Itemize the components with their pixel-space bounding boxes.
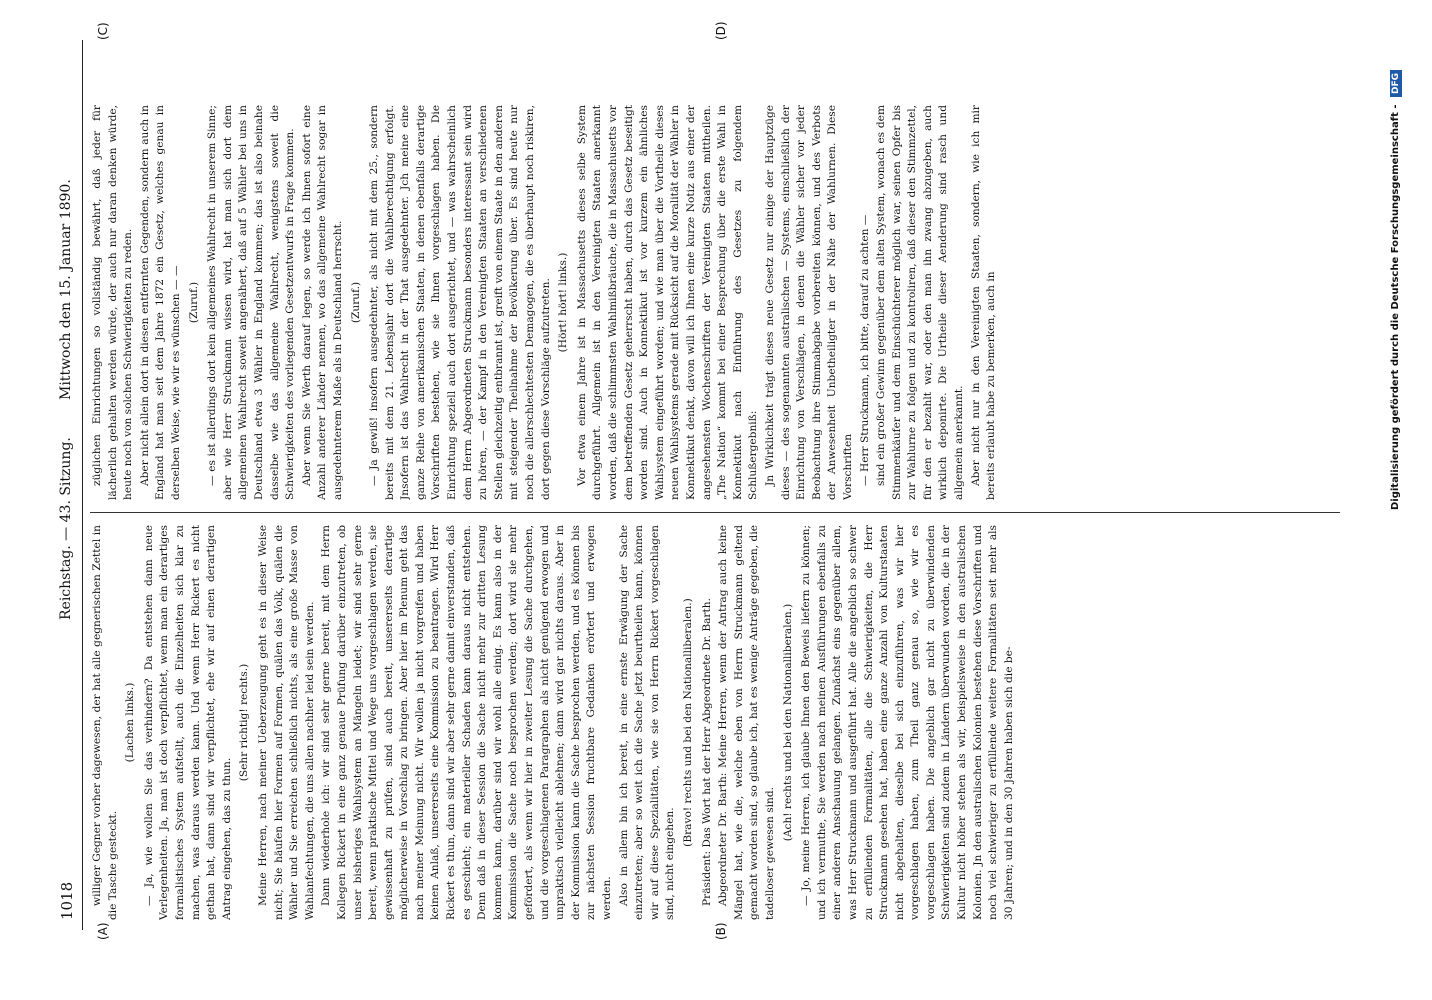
- paragraph: — Jo, meine Herren, ich glaube Ihnen den Beweis liefern zu können; und ich vermuthe, Sie werden nach meinen Ausführungen ebenfalls zu einer anderen Anschauung gelangen. Zunächst eins gegenüber allem, was Herr Struckmann und ausgeführt hat. Alle die angeblich so schwer zu erfüllenden Formalitäten, alle die Schwierigkeiten, die Herr Struckmann gesehen hat, haben eine ganze Anzahl von Kulturstaaten nicht abgehalten, dieselbe bei sich einzuführen, was wir hier vorgeschlagen haben, zum Theil ganz genau so, wie wir es vorgeschlagen haben. Die angeblich gar nicht zu überwindenden Schwierigkeiten sind zudem in Ländern überwunden worden, die in der Kultur nicht höher stehen als wir, beispielsweise in den australischen Kolonien. Jn den australischen Kolonien bestehen diese Vorschriften und noch viel schwieriger zu erfüllende weitere Formalitäten seit mehr als 30 Jahren; und in den 30 Jahren haben sich die be-: [800, 525, 1015, 920]
- interjection: (Zuruf.): [187, 281, 200, 324]
- interjection: (Lachen links.): [124, 682, 137, 763]
- interjection: (Bravo! rechts und bei den Nationalliberalen.): [681, 598, 694, 847]
- interjection: (Hört! hört! links.): [557, 252, 570, 353]
- paragraph: Aber wenn Sie Werth darauf legen, so werde ich Ihnen sofort eine Anzahl anderer Länder nennen, wo das allgemeine Wahlrecht sogar in ausgedehnterem Maße als in Deutschland herrscht.: [300, 105, 344, 500]
- paragraph: Aber nicht allein dort in diesen entfernten Gegenden, sondern auch in England hat man seit dem Jahre 1872 ein Gesetz, welches genau in derselben Weise, wie wir es wünschen — —: [138, 105, 182, 500]
- paragraph: — Ja gewiß! insofern ausgedehnter, als nicht mit dem 25., sondern bereits mit dem 21. Lebensjahr dort die Wahlberechtigung erfolgt. Jnsofern ist das Wahlrecht in der That ausgedehnter. Jch meine eine ganze Reihe von amerikanischen Staaten, in denen ebenfalls derartige Vorschriften bestehen, wie sie Ihnen vorgeschlagen haben. Die Einrichtung speziell auch dort ausgerichtet, und — was wahrscheinlich dem Herrn Abgeordneten Struckmann besonders interessant sein wird zu hören, — der Kampf in den Vereinigten Staaten an verschiedenen Stellen gleichzeitig entbrannt ist, greift von einem Staate in den anderen mit steigender Theilnahme der Bevölkerung über. Es sind heute nur noch die allerschlechtesten Demagogen, die es überhaupt noch riskiren, dort gegen diese Vorschläge aufzutreten.: [368, 105, 552, 500]
- paragraph: — Herr Struckmann, ich bitte, darauf zu achten —: [858, 214, 871, 486]
- left-text-column: [90, 525, 1340, 920]
- margin-marker-d: (D): [714, 21, 728, 40]
- paragraph: williger Gegner vorher dagewesen, der hat alle gegnerischen Zettel in die Tasche gesteckt.: [91, 525, 119, 920]
- interjection: (Sehr richtig! rechts.): [238, 663, 251, 782]
- session-date: Mittwoch den 15. Januar 1890.: [58, 179, 74, 400]
- paragraph: Abgeordneter Dr. Barth: Meine Herren, wenn der Antrag auch keine Mängel hat, wie die, welche eben von Herrn Struckmann geltend gemacht worden sind, so glaube ich, hat es wenige Anträge gegeben, die tadelloser gewesen sind.: [717, 525, 776, 920]
- paragraph: züglichen Einrichtungen so vollständig bewährt, daß jeder für lächerlich gehalten werden würde, der auch nur daran denken würde, heute noch von solchen Schwierigkeiten zu reden.: [91, 105, 135, 500]
- paragraph: Dann wiederhole ich: wir sind sehr gerne bereit, mit dem Herrn Kollegen Rickert in eine ganz genaue Prüfung darüber einzutreten, ob unser bisheriges Wahlsystem an Mängeln leidet; wir sind sehr gerne bereit, wenn praktische Mittel und Wege uns vorgeschlagen werden, sie gewissenhaft zu prüfen, sind auch bereit, unsererseits derartige möglicherweise in Vorschlag zu bringen. Aber hier im Plenum geht das nach meiner Meinung nicht. Wir wollen ja nicht vorgreifen und haben keinen Anlaß, unsererseits eine Kommission zu beantragen. Wird Herr Rickert es thun, dann sind wir aber sehr gerne damit einverstanden, daß es geschieht; ein materieller Schaden kann daraus nicht entstehen. Denn daß in dieser Session die Sache nicht mehr zur dritten Lesung kommen kann, darüber sind wir wohl alle einig. Es kann also in der Kommission die Sache noch besprochen werden; dort wird sie mehr gefördert, als wenn wir hier in zweiter Lesung die Sache durchgehen, und die vorgeschlagenen Paragraphen als nicht genügend erwogen und unpraktisch vielleicht ablehnen; dann wird gar nichts daraus. Aber in der Kommission kann die Sache besprochen werden, und es können bis zur nächsten Session fruchtbare Gedanken erörtert und erwogen werden.: [320, 525, 613, 920]
- right-text-column: [90, 105, 1340, 500]
- page-number: 1018: [58, 881, 76, 920]
- paragraph: Meine Herren, nach meiner Ueberzeugung geht es in dieser Weise nicht; Sie häufen hier Formen auf Formen, quälen das Volk, quälen die Wähler und Sie erreichen schließlich nichts, als eine große Masse von Wahlanfechtungen, die uns allen nachher leid sein werden.: [256, 525, 316, 920]
- header-rule: [82, 40, 83, 930]
- paragraph: — es ist allerdings dort kein allgemeines Wahlrecht in unserem Sinne; aber wie Herr Struckmann wissen wird, hat man sich dort dem allgemeinen Wahlrecht soweit angenähert, daß auf 5 Wähler bei uns in Deutschland etwa 3 Wähler in England kommen; das ist also beinahe dasselbe wie das allgemeine Wahlrecht, wenigstens soweit die Schwierigkeiten des vorliegenden Gesetzentwurfs in Frage kommen.: [206, 105, 297, 500]
- margin-marker-b: (B): [714, 922, 728, 940]
- interjection: (Zuruf.): [349, 281, 362, 324]
- credit-text: Digitalisierung gefördert durch die Deutsche Forschungsgemeinschaft -: [1390, 104, 1401, 511]
- interjection: (Ach! rechts und bei den Nationalliberalen.): [781, 603, 794, 842]
- paragraph: — Ja, wie wollen Sie das verhindern? Da entstehen dann neue Verlegenheiten. Ja, man ist doch verpflichtet, wenn man ein derartiges formalistisches System aufstellt, auch die Einzelheiten sich klar zu machen, was daraus werden kann. Und wenn Herr Rickert es nicht gethan hat, dann sind wir verpflichtet, ehe wir auf einen derartigen Antrag eingehen, das zu thun.: [142, 525, 233, 920]
- paragraph: Vor etwa einem Jahre ist in Massachusetts dieses selbe System durchgeführt. Allgemein ist in den Vereinigten Staaten anerkannt worden, daß die schlimmsten Wahlmißbräuche, die in Massachusetts vor dem betreffenden Gesetz geherrscht haben, durch das Gesetz beseitigt worden sind. Auch in Konnektikut ist vor kurzem ein ähnliches Wahlsystem eingeführt worden; und wie man über die Vortheile dieses neuen Wahlsystems gerade mit Rücksicht auf die Moralität der Wähler in Konnektikut denkt, davon will ich Ihnen eine kurze Notiz aus einer der angesehensten Wochenschriften der Vereinigten Staaten mittheilen. „The Nation“ kommt bei einer Besprechung über die erste Wahl in Konnektikut nach Einführung des Gesetzes zu folgendem Schlußergebniß:: [575, 105, 760, 500]
- paragraph: Aber nicht nur in den Vereinigten Staaten, sondern, wie ich mir bereits erlaubt habe zu bemerken, auch in: [969, 105, 998, 500]
- paragraph: Jn Wirklichkeit trägt dieses neue Gesetz nur einige der Hauptzüge dieses — des sogenannten australischen — Systems, einschließlich der Einrichtung von Verschlägen, in denen die Wähler sicher vor jeder Beobachtung ihre Stimmabgabe vorbereiten können, und des Verbots der Anwesenheit Unbetheiligter in der Nähe der Wahlurnen. Diese Vorschriften: [763, 105, 854, 500]
- dfg-logo: DFG: [1390, 70, 1402, 97]
- margin-marker-a: (A): [96, 922, 110, 940]
- paragraph: Also in allem bin ich bereit, in eine ernste Erwägung der Sache einzutreten; aber so weit ich die Sache jetzt beurtheilen kann, können wir auf diese Spezialitäten, wie sie von Herrn Rickert vorgeschlagen sind, nicht eingehen.: [617, 525, 677, 920]
- column-divider: [90, 512, 1340, 513]
- session-title: Reichstag. — 43. Sitzung.: [58, 437, 74, 620]
- paragraph: sind ein großer Gewinn gegenüber dem alten System, wonach es dem Stimmenkäufer und dem Einschüchterer möglich war, seinen Opfer bis zur Wahlurne zu folgen und zu kontroliren, daß dieser den Stimmzettel, für den er bezahlt war, oder den man ihn zwang abzugeben, auch wirklich deponirte. Die Urtheile dieser Aenderung sind rasch und allgemein anerkannt.: [875, 105, 966, 500]
- margin-marker-c: (C): [96, 22, 110, 40]
- digitization-credit: [1390, 0, 1402, 1000]
- paragraph: Präsident: Das Wort hat der Herr Abgeordnete Dr. Barth.: [700, 598, 713, 906]
